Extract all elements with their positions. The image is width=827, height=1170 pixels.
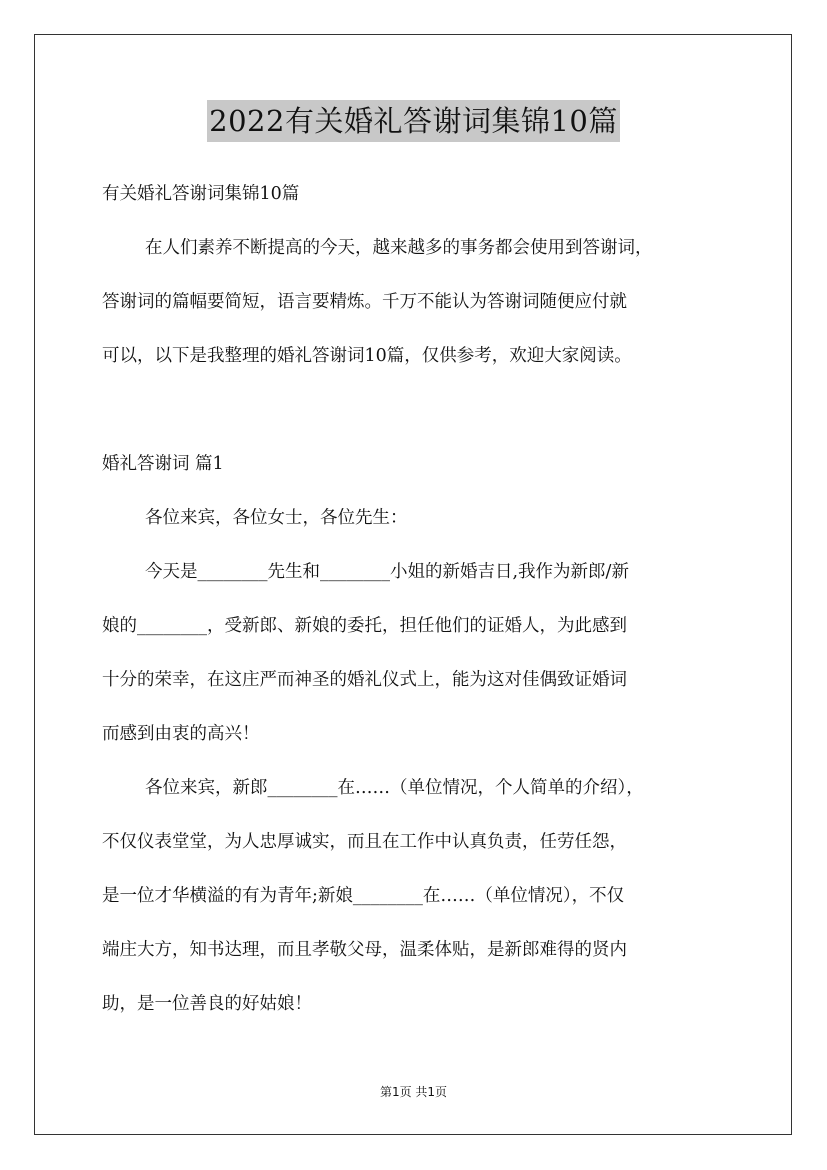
paragraph-line: 是一位才华横溢的有为青年;新娘________在……（单位情况），不仅 bbox=[102, 886, 625, 906]
title-container bbox=[0, 100, 827, 142]
paragraph-line: 十分的荣幸，在这庄严而神圣的婚礼仪式上，能为这对佳偶致证婚词 bbox=[102, 670, 627, 690]
paragraph-line: 各位来宾，各位女士，各位先生： bbox=[145, 508, 408, 528]
paragraph-line: 各位来宾，新郎________在……（单位情况，个人简单的介绍）， bbox=[145, 778, 644, 798]
paragraph-line: 娘的________，受新郎、新娘的委托，担任他们的证婚人，为此感到 bbox=[102, 616, 627, 636]
paragraph-line: 助，是一位善良的好姑娘！ bbox=[102, 994, 312, 1014]
paragraph-line: 可以，以下是我整理的婚礼答谢词10篇，仅供参考，欢迎大家阅读。 bbox=[102, 346, 632, 366]
paragraph-line: 答谢词的篇幅要简短，语言要精炼。千万不能认为答谢词随便应付就 bbox=[102, 292, 627, 312]
page-number-footer: 第1页 共1页 bbox=[379, 1085, 448, 1099]
paragraph-line: 今天是________先生和________小姐的新婚吉日,我作为新郎/新 bbox=[145, 562, 629, 582]
paragraph-line: 端庄大方，知书达理，而且孝敬父母，温柔体贴，是新郎难得的贤内 bbox=[102, 940, 627, 960]
paragraph-line: 不仅仪表堂堂，为人忠厚诚实，而且在工作中认真负责，任劳任怨， bbox=[102, 832, 627, 852]
section-heading: 婚礼答谢词 篇1 bbox=[102, 454, 224, 474]
paragraph-line: 在人们素养不断提高的今天，越来越多的事务都会使用到答谢词， bbox=[145, 238, 653, 258]
subtitle-line: 有关婚礼答谢词集锦10篇 bbox=[102, 184, 300, 204]
document-title: 2022有关婚礼答谢词集锦10篇 bbox=[207, 100, 620, 142]
paragraph-line: 而感到由衷的高兴！ bbox=[102, 724, 260, 744]
